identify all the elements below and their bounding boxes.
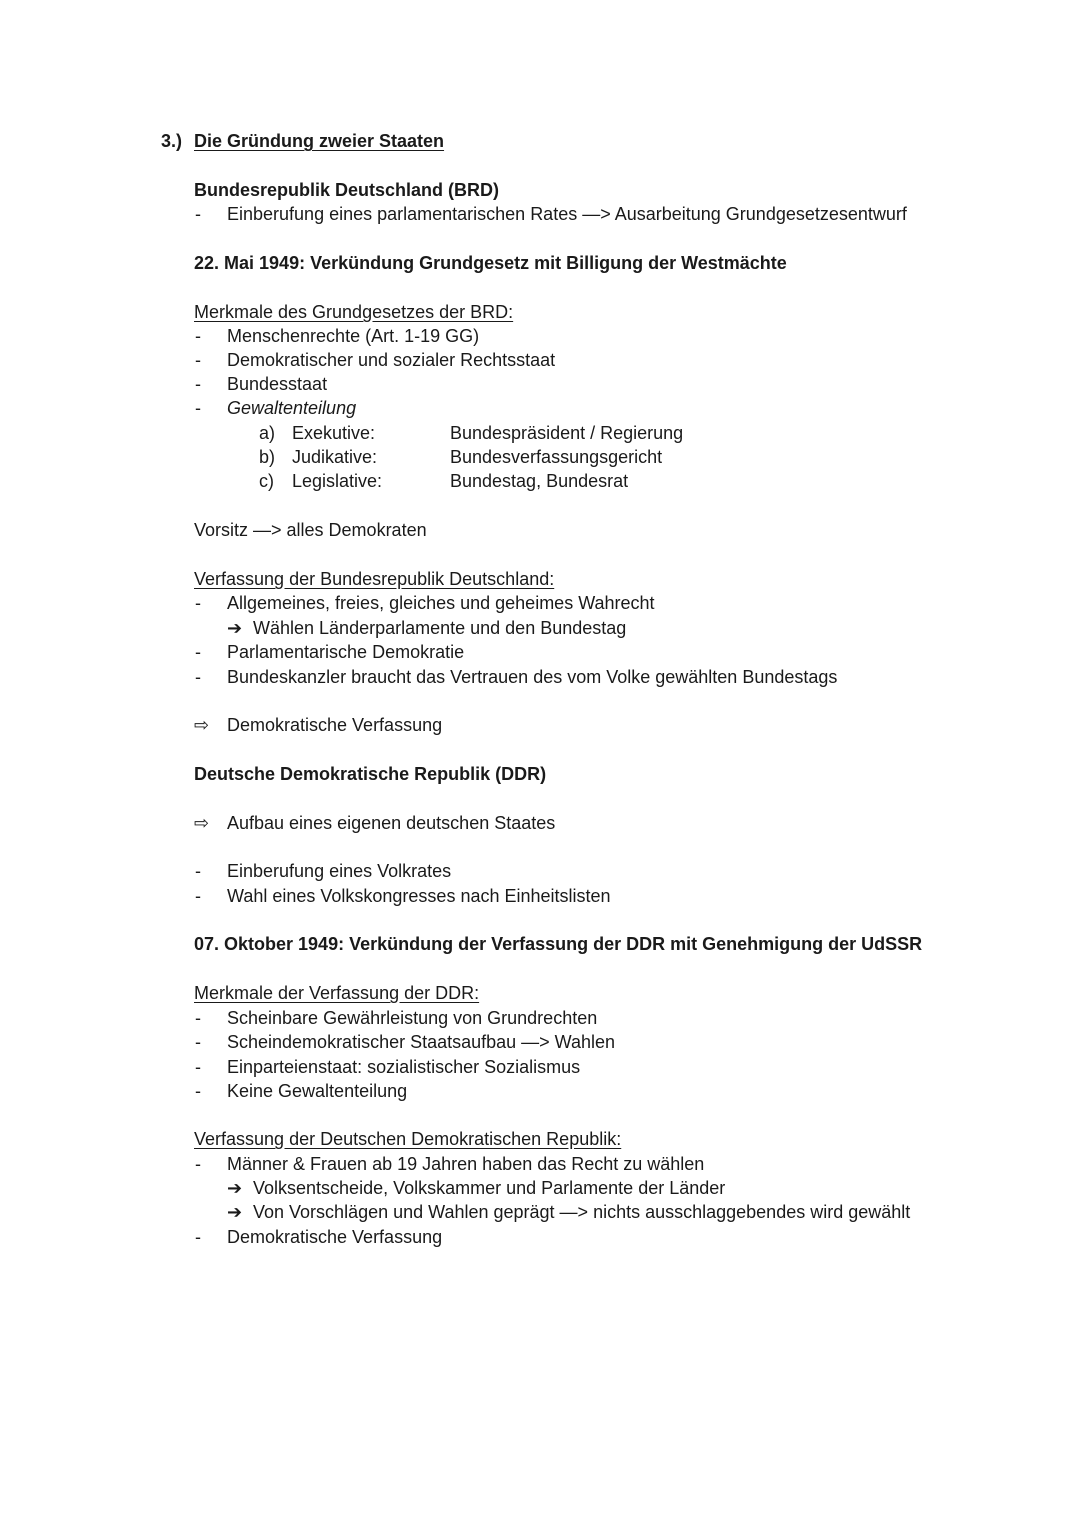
bullet-dash: -	[195, 667, 201, 687]
arrow-right-icon: ➔	[227, 1202, 243, 1222]
power-name: Legislative:	[292, 471, 383, 491]
brd-conclusion-arrow: ⇨	[194, 715, 210, 735]
brd-intro: Einberufung eines parlamentarischen Rates —> Ausarbeitung Grundgesetzesentwurf	[227, 204, 907, 224]
arrow-right-icon: ➔	[227, 1178, 243, 1198]
bullet-dash: -	[195, 326, 201, 346]
brd-constitution-title: Verfassung der Bundesrepublik Deutschland:	[194, 569, 555, 589]
ddr-intro: Aufbau eines eigenen deutschen Staates	[227, 813, 556, 833]
brd-title: Bundesrepublik Deutschland (BRD)	[194, 180, 500, 200]
power-letter: a)	[259, 423, 276, 443]
brd-conclusion: Demokratische Verfassung	[227, 715, 443, 735]
ddr-intro-arrow: ⇨	[194, 813, 210, 833]
bullet-dash: -	[195, 1154, 201, 1174]
bullet-dash: -	[195, 593, 201, 613]
power-body: Bundesverfassungsgericht	[450, 447, 663, 467]
power-name: Judikative:	[292, 447, 378, 467]
list-item: Keine Gewaltenteilung	[227, 1081, 408, 1101]
brd-chair: Vorsitz —> alles Demokraten	[194, 520, 427, 540]
power-body: Bundespräsident / Regierung	[450, 423, 684, 443]
brd-date-line: 22. Mai 1949: Verkündung Grundgesetz mit Billigung der Westmächte	[194, 253, 787, 273]
arrow-right-icon: ➔	[227, 618, 243, 638]
bullet-dash: -	[195, 350, 201, 370]
ddr-features-title: Merkmale der Verfassung der DDR:	[194, 983, 480, 1003]
list-item: Demokratischer und sozialer Rechtsstaat	[227, 350, 556, 370]
list-item: Bundeskanzler braucht das Vertrauen des vom Volke gewählten Bundestags	[227, 667, 838, 687]
bullet-dash: -	[195, 374, 201, 394]
bullet-dash: -	[195, 861, 201, 881]
bullet-dash: -	[195, 1008, 201, 1028]
bullet-dash: -	[195, 642, 201, 662]
sub-item-text: Wählen Länderparlamente und den Bundestag	[253, 618, 627, 638]
brd-features-title: Merkmale des Grundgesetzes der BRD:	[194, 302, 514, 322]
ddr-date-line: 07. Oktober 1949: Verkündung der Verfassung der DDR mit Genehmigung der UdSSR	[194, 934, 923, 954]
sub-item	[227, 1200, 910, 1224]
bullet-dash: -	[195, 886, 201, 906]
sub-item-text: Von Vorschlägen und Wahlen geprägt —> nichts ausschlaggebendes wird gewählt	[253, 1202, 911, 1222]
sub-item-text: Volksentscheide, Volkskammer und Parlamente der Länder	[253, 1178, 726, 1198]
sub-item	[227, 616, 626, 640]
list-item: Einberufung eines Volkrates	[227, 861, 452, 881]
list-item: Menschenrechte (Art. 1-19 GG)	[227, 326, 480, 346]
list-item: Scheindemokratischer Staatsaufbau —> Wahlen	[227, 1032, 616, 1052]
power-letter: c)	[259, 471, 274, 491]
ddr-constitution-title: Verfassung der Deutschen Demokratischen Republik:	[194, 1129, 622, 1149]
list-item: Wahl eines Volkskongresses nach Einheitslisten	[227, 886, 611, 906]
section-number: 3.)	[161, 131, 183, 151]
list-item: Einparteienstaat: sozialistischer Sozialismus	[227, 1057, 581, 1077]
bullet-dash: -	[195, 1032, 201, 1052]
list-item: Bundesstaat	[227, 374, 328, 394]
bullet-dash: -	[195, 1227, 201, 1247]
list-item: Scheinbare Gewährleistung von Grundrechten	[227, 1008, 598, 1028]
bullet-dash: -	[195, 398, 201, 418]
bullet-dash: -	[195, 204, 201, 224]
power-body: Bundestag, Bundesrat	[450, 471, 629, 491]
bullet-dash: -	[195, 1081, 201, 1101]
list-item: Männer & Frauen ab 19 Jahren haben das Recht zu wählen	[227, 1154, 705, 1174]
list-item: Demokratische Verfassung	[227, 1227, 443, 1247]
list-item: Allgemeines, freies, gleiches und geheimes Wahrecht	[227, 593, 655, 613]
list-item: Parlamentarische Demokratie	[227, 642, 465, 662]
ddr-title: Deutsche Demokratische Republik (DDR)	[194, 764, 547, 784]
list-item: Gewaltenteilung	[227, 398, 357, 418]
power-letter: b)	[259, 447, 276, 467]
bullet-dash: -	[195, 1057, 201, 1077]
section-title: Die Gründung zweier Staaten	[194, 131, 445, 151]
power-name: Exekutive:	[292, 423, 376, 443]
sub-item	[227, 1176, 725, 1200]
